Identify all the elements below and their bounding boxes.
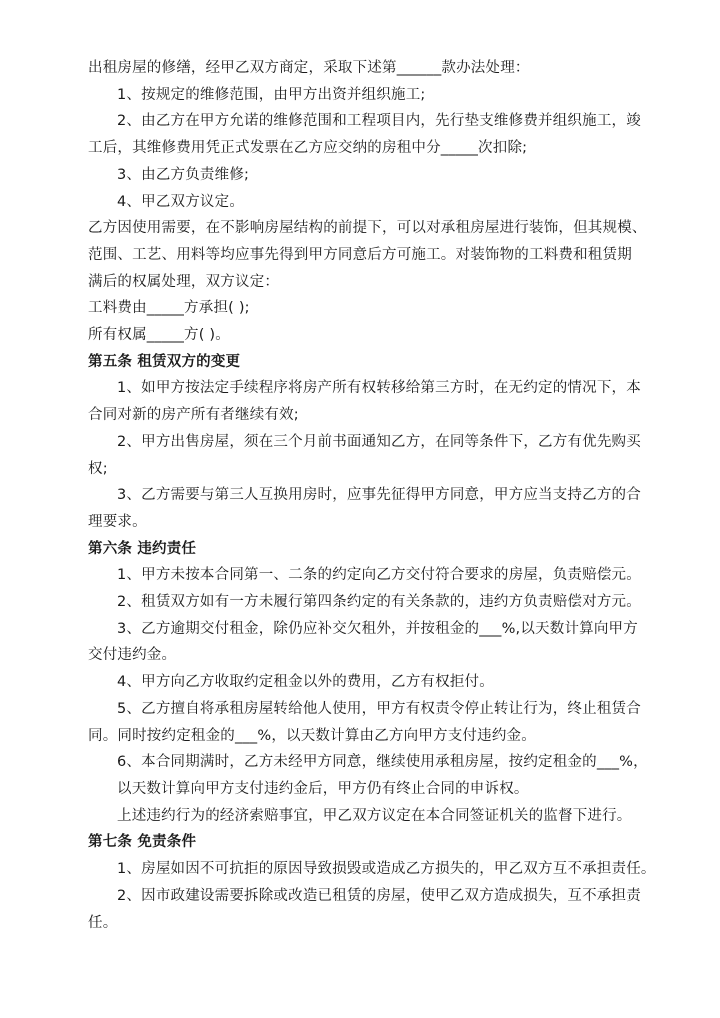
paragraph-line: 上述违约行为的经济索赔事宜，甲乙双方议定在本合同签证机关的监督下进行。 xyxy=(117,807,632,824)
paragraph-line: 满后的权属处理，双方议定： xyxy=(88,273,280,290)
section-heading: 第五条 租赁双方的变更 xyxy=(88,353,241,370)
paragraph-line: 乙方因使用需要，在不影响房屋结构的前提下，可以对承租房屋进行装饰，但其规模、 xyxy=(88,220,647,237)
paragraph-line: 6、本合同期满时，乙方未经甲方同意，继续使用承租房屋，按约定租金的___%， xyxy=(117,754,648,771)
paragraph-line: 4、甲乙双方议定。 xyxy=(117,193,245,210)
paragraph-line: 出租房屋的修缮，经甲乙双方商定，采取下述第______款办法处理： xyxy=(88,60,530,76)
paragraph-line: 2、甲方出售房屋，须在三个月前书面通知乙方，在同等条件下，乙方有优先购买 xyxy=(117,433,641,450)
paragraph-line: 1、房屋如因不可抗拒的原因导致损毁或造成乙方损失的，甲乙双方互不承担责任。 xyxy=(117,861,656,878)
paragraph-line: 理要求。 xyxy=(88,513,147,530)
paragraph-line: 工料费由_____方承担( ); xyxy=(88,300,250,317)
paragraph-line: 交付违约金。 xyxy=(88,647,177,664)
paragraph-line: 1、甲方未按本合同第一、二条的约定向乙方交付符合要求的房屋，负责赔偿元。 xyxy=(117,567,641,584)
paragraph-line: 3、由乙方负责维修; xyxy=(117,166,250,183)
paragraph-line: 2、因市政建设需要拆除或改造已租赁的房屋，使甲乙双方造成损失，互不承担责 xyxy=(117,887,641,904)
paragraph-line: 所有权属_____方( )。 xyxy=(88,327,230,344)
paragraph-line: 2、租赁双方如有一方未履行第四条约定的有关条款的，违约方负责赔偿对方元。 xyxy=(117,594,641,611)
paragraph-line: 工后，其维修费用凭正式发票在乙方应交纳的房租中分_____次扣除; xyxy=(88,140,528,157)
paragraph-line: 以天数计算向甲方支付违约金后，甲方仍有终止合同的申诉权。 xyxy=(117,780,529,797)
section-heading: 第六条 违约责任 xyxy=(88,540,197,557)
section-heading: 第七条 免责条件 xyxy=(88,834,197,851)
contract-text-body xyxy=(88,55,656,936)
paragraph-line: 合同对新的房产所有者继续有效; xyxy=(88,407,299,424)
paragraph-line: 4、甲方向乙方收取约定租金以外的费用，乙方有权拒付。 xyxy=(117,674,494,691)
paragraph-line: 2、由乙方在甲方允诺的维修范围和工程项目内，先行垫支维修费并组织施工，竣 xyxy=(117,113,641,130)
paragraph-line: 1、如甲方按法定手续程序将房产所有权转移给第三方时，在无约定的情况下，本 xyxy=(117,380,641,397)
paragraph-line: 5、乙方擅自将承租房屋转给他人使用，甲方有权责令停止转让行为，终止租赁合 xyxy=(117,700,641,717)
paragraph-line: 范围、工艺、用料等均应事先得到甲方同意后方可施工。对装饰物的工料费和租赁期 xyxy=(88,246,632,263)
paragraph-line: 权; xyxy=(88,460,108,477)
paragraph-line: 同。同时按约定租金的___%，以天数计算由乙方向甲方支付违约金。 xyxy=(88,727,536,744)
paragraph-line: 3、乙方逾期交付租金，除仍应补交欠租外，并按租金的___%,以天数计算向甲方 xyxy=(117,620,638,637)
paragraph-line: 1、按规定的维修范围，由甲方出资并组织施工; xyxy=(117,86,426,103)
paragraph-line: 任。 xyxy=(88,914,118,931)
paragraph-line: 3、乙方需要与第三人互换用房时，应事先征得甲方同意，甲方应当支持乙方的合 xyxy=(117,487,641,504)
